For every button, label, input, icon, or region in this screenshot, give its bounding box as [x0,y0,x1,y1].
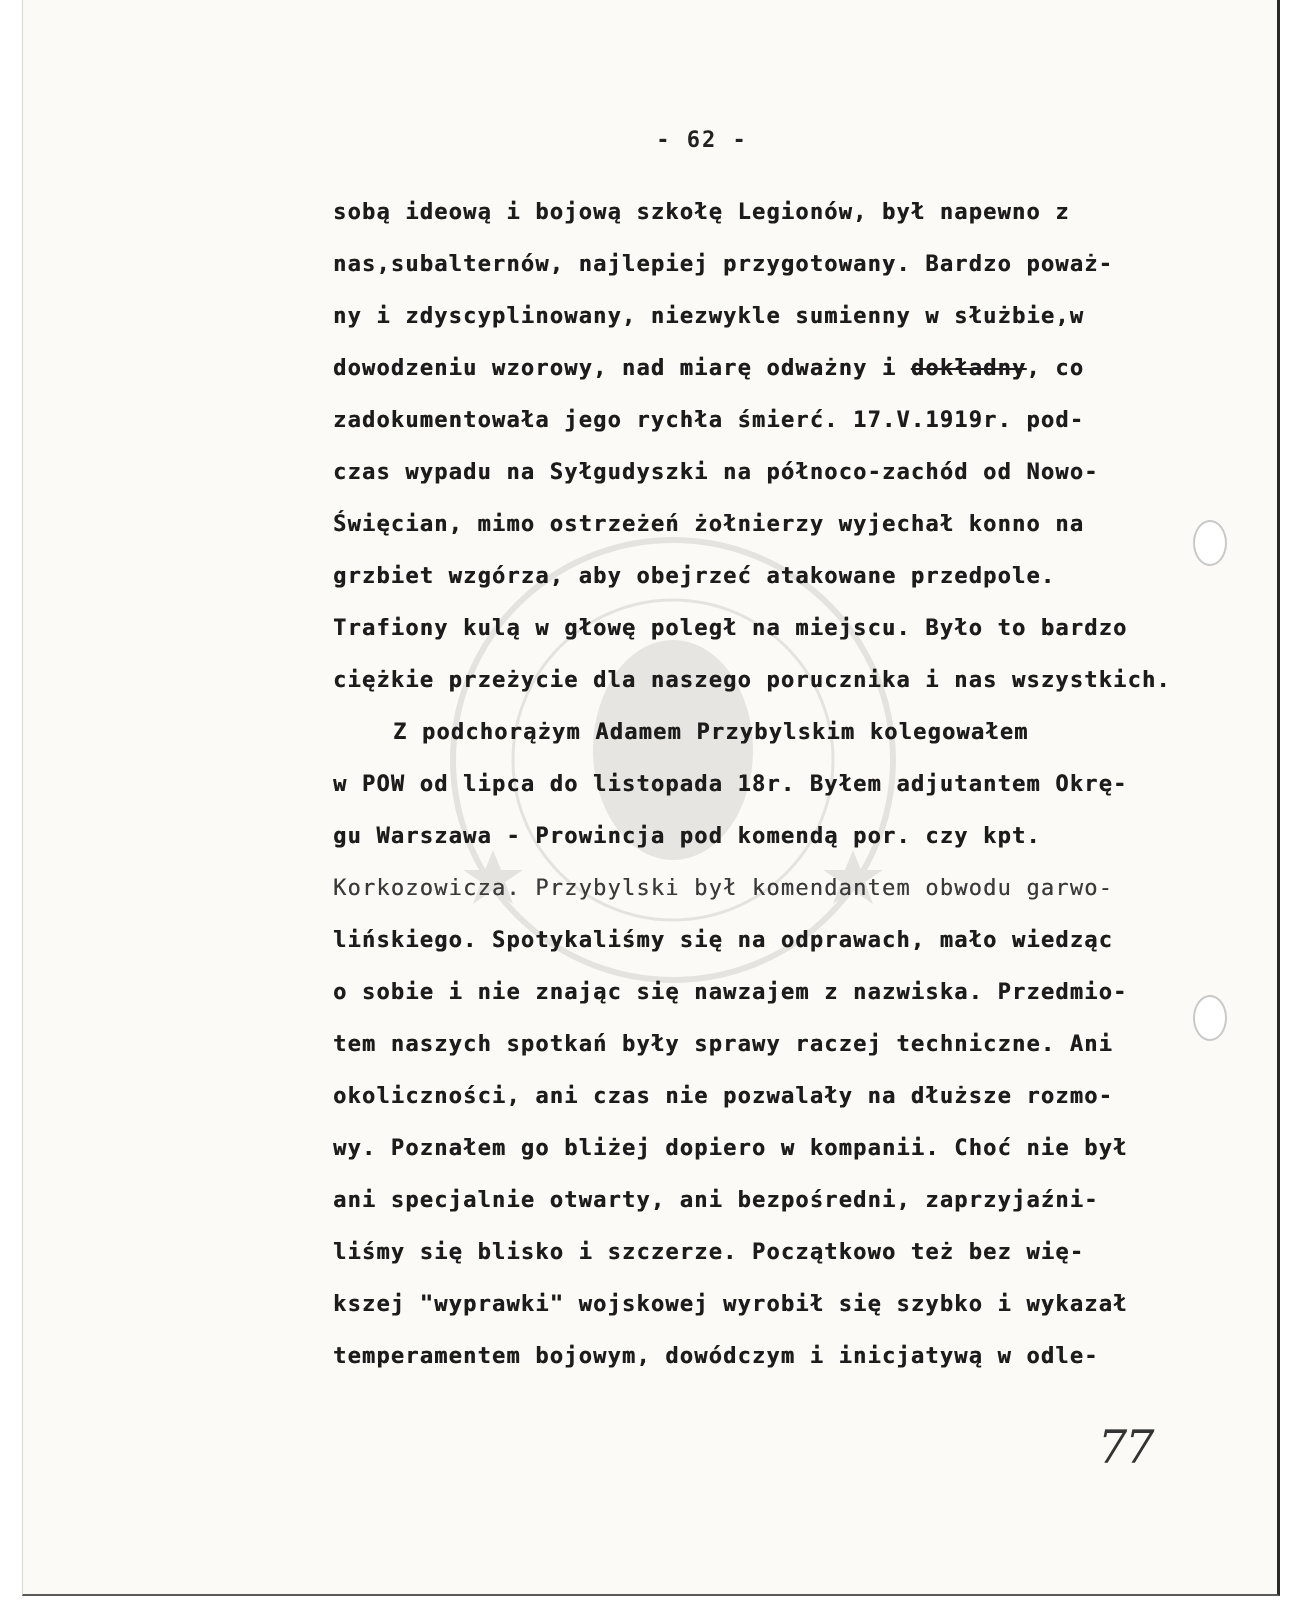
text-line-tail: , co [1026,356,1085,381]
document-page [22,0,1280,1596]
text-line: gu Warszawa - Prowincja pod komendą por. czy kpt. [333,824,1041,849]
text-line: sobą ideową i bojową szkołę Legionów, był napewno z [333,200,1070,225]
text-line: nas,subalternów, najlepiej przygotowany. Bardzo poważ- [333,252,1114,277]
punch-hole [1193,995,1227,1041]
text-line: czas wypadu na Syłgudyszki na północo-zachód od Nowo- [333,460,1099,485]
text-line: zadokumentowała jego rychła śmierć. 17.V.1919r. pod- [333,408,1085,433]
text-line: kszej "wyprawki" wojskowej wyrobił się szybko i wykazał [333,1292,1128,1317]
punch-hole [1193,520,1227,566]
struck-out-word: dokładny [910,356,1027,381]
text-line: grzbiet wzgórza, aby obejrzeć atakowane przedpole. [333,564,1056,589]
text-line: lińskiego. Spotykaliśmy się na odprawach, mało wiedząc [333,928,1114,953]
text-line: temperamentem bojowym, dowódczym i inicjatywą w odle- [333,1344,1099,1369]
text-line: Z podchorążym Adamem Przybylskim kolegowałem [393,720,1029,745]
text-line-with-correction [333,356,1084,381]
text-line: liśmy się blisko i szczerze. Początkowo też bez wię- [333,1240,1085,1265]
text-line: okoliczności, ani czas nie pozwalały na dłuższe rozmo- [333,1084,1114,1109]
text-line: Korkozowicza. Przybylski był komendantem obwodu garwo- [333,876,1114,901]
text-line: o sobie i nie znając się nawzajem z nazwiska. Przedmio- [333,980,1128,1005]
text-line: Święcian, mimo ostrzeżeń żołnierzy wyjechał konno na [333,512,1085,537]
text-line: wy. Poznałem go bliżej dopiero w kompanii. Choć nie był [333,1136,1128,1161]
text-line-head: dowodzeniu wzorowy, nad miarę odważny i [333,356,911,381]
text-line: ny i zdyscyplinowany, niezwykle sumienny w służbie,w [333,304,1085,329]
text-line: tem naszych spotkań były sprawy raczej techniczne. Ani [333,1032,1114,1057]
text-line: ciężkie przeżycie dla naszego porucznika i nas wszystkich. [333,668,1171,693]
text-line: w POW od lipca do listopada 18r. Byłem adjutantem Okrę- [333,772,1128,797]
text-line: ani specjalnie otwarty, ani bezpośredni, zaprzyjaźni- [333,1188,1099,1213]
handwritten-folio-number: 77 [1098,1420,1153,1474]
text-line: Trafiony kulą w głowę poległ na miejscu. Było to bardzo [333,616,1128,641]
page-number: - 62 - [656,128,748,153]
